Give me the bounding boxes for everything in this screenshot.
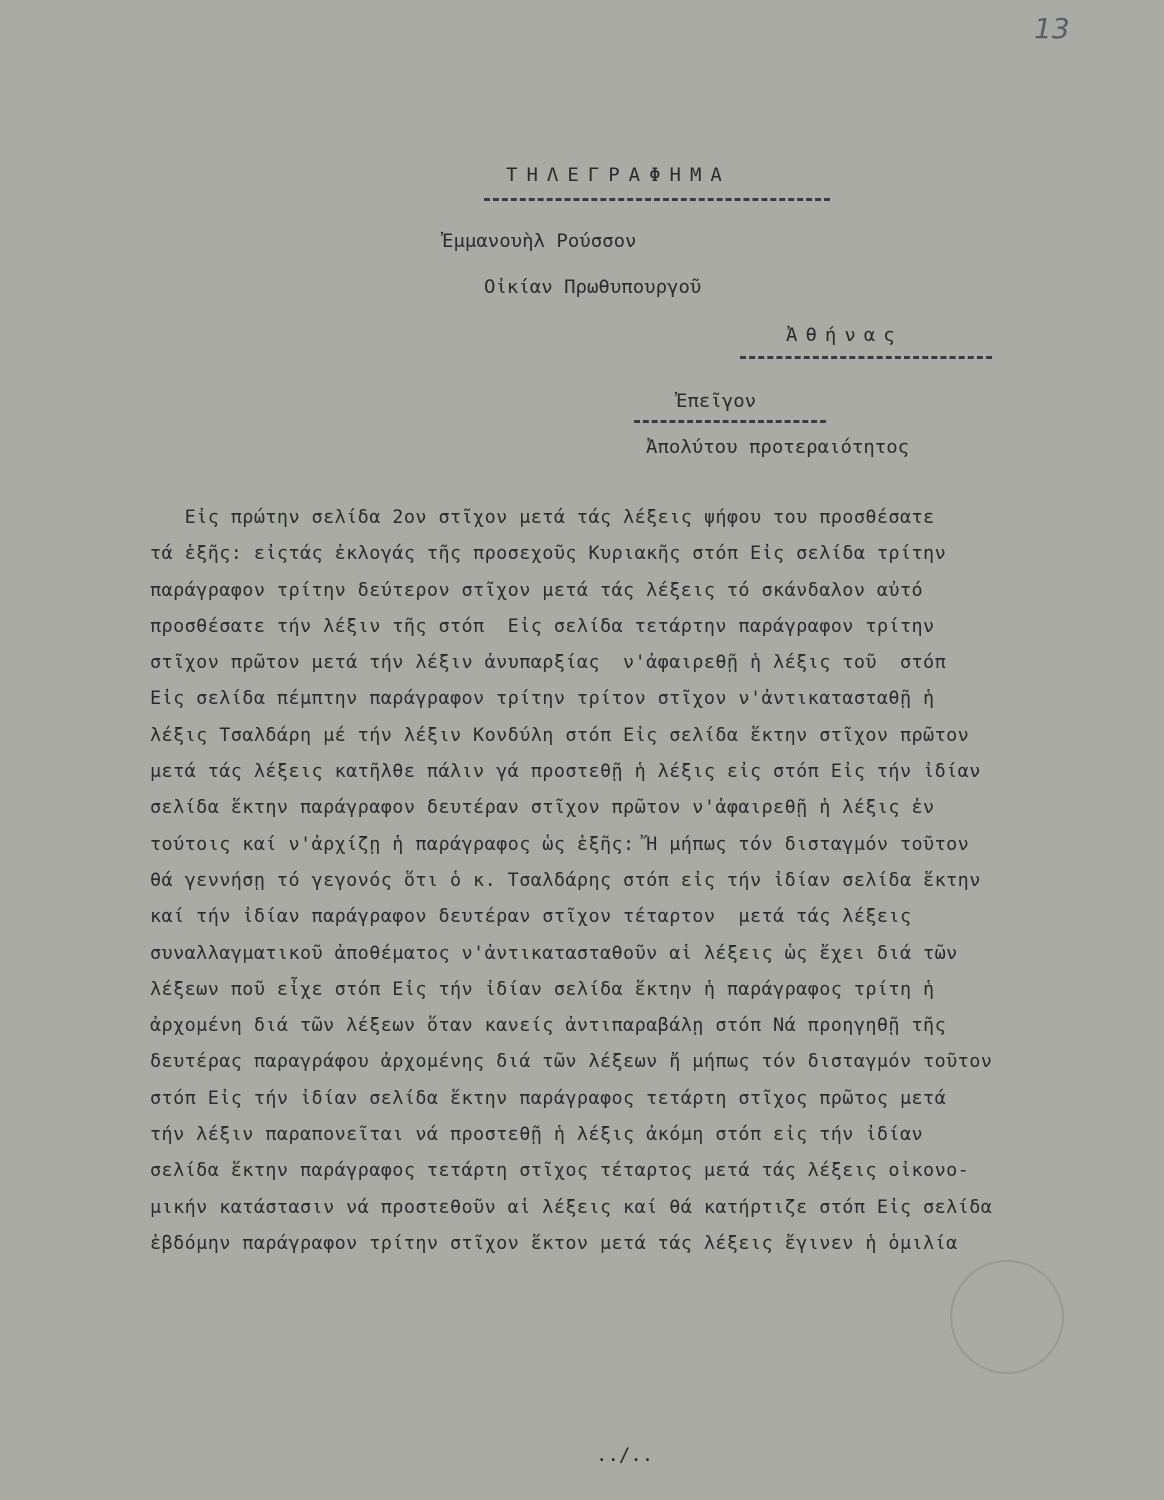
body-line: συναλλαγματικοῦ ἀποθέματος ν'ἀντικατασταθοῦν αἱ λέξεις ὡς ἔχει διά τῶν (150, 942, 958, 964)
urgent-underline (634, 420, 826, 423)
body-line: τά ἑξῆς: εἰςτάς ἐκλογάς τῆς προσεχοῦς Κυριακῆς στόπ Εἰς σελίδα τρίτην (150, 543, 947, 565)
body-line: στόπ Εἰς τήν ἰδίαν σελίδα ἕκτην παράγραφος τετάρτη στῖχος πρῶτος μετά (150, 1087, 947, 1109)
body-line: καί τήν ἰδίαν παράγραφον δευτέραν στῖχον τέταρτον μετά τάς λέξεις (150, 906, 912, 928)
body-line: παράγραφον τρίτην δεύτερον στῖχον μετά τάς λέξεις τό σκάνδαλον αὐτό (150, 579, 924, 601)
body-line: σελίδα ἕκτην παράγραφος τετάρτη στῖχος τέταρτος μετά τάς λέξεις οἰκονο- (150, 1160, 970, 1182)
body-line: ἀρχομένη διά τῶν λέξεων ὅταν κανείς ἀντιπαραβάλῃ στόπ Νά προηγηθῇ τῆς (150, 1015, 947, 1037)
title-underline (484, 198, 830, 201)
body-line: Εἰς σελίδα πέμπτην παράγραφον τρίτην τρίτον στῖχον ν'ἀντικατασταθῇ ἡ (150, 688, 935, 710)
body-line: προσθέσατε τήν λέξιν τῆς στόπ Εἰς σελίδα τετάρτην παράγραφον τρίτην (150, 615, 935, 637)
priority-label: Ἀπολύτου προτεραιότητος (646, 436, 910, 458)
archive-stamp (950, 1260, 1064, 1374)
recipient-address: Οἰκίαν Πρωθυπουργοῦ (484, 276, 702, 298)
body-line: λέξις Τσαλδάρη μέ τήν λέξιν Κονδύλη στόπ Εἰς σελίδα ἕκτην στῖχον πρῶτον (150, 724, 970, 746)
body-line: δευτέρας παραγράφου ἀρχομένης διά τῶν λέξεων ἤ μήπως τόν δισταγμόν τοῦτον (150, 1051, 993, 1073)
body-line: τούτοις καί ν'ἀρχίζῃ ἡ παράγραφος ὡς ἑξῆς: Ἤ μήπως τόν δισταγμόν τοῦτον (150, 833, 970, 855)
continuation-mark: ../.. (596, 1444, 654, 1466)
body-line: μικήν κατάστασιν νά προστεθοῦν αἱ λέξεις καί θά κατήρτιζε στόπ Εἰς σελίδα (150, 1196, 993, 1218)
body-line: στῖχον πρῶτον μετά τήν λέξιν ἀνυπαρξίας ν'ἀφαιρεθῇ ἡ λέξις τοῦ στόπ (150, 652, 947, 674)
city-underline (740, 356, 992, 359)
telegram-title: ΤΗΛΕΓΡΑΦΗΜΑ (506, 164, 731, 186)
body-line: λέξεων ποῦ εἶχε στόπ Εἰς τήν ἰδίαν σελίδα ἕκτην ἡ παράγραφος τρίτη ἡ (150, 978, 935, 1000)
body-line: τήν λέξιν παραπονεῖται νά προστεθῇ ἡ λέξις ἀκόμη στόπ εἰς τήν ἰδίαν (150, 1124, 924, 1146)
telegram-body (150, 500, 1110, 1262)
body-line: σελίδα ἕκτην παράγραφον δευτέραν στῖχον πρῶτον ν'ἀφαιρεθῇ ἡ λέξις ἐν (150, 797, 935, 819)
body-line: θά γεννήσῃ τό γεγονός ὅτι ὁ κ. Τσαλδάρης στόπ εἰς τήν ἰδίαν σελίδα ἕκτην (150, 869, 981, 891)
urgent-label: Ἐπεῖγον (676, 390, 757, 412)
body-line: μετά τάς λέξεις κατῆλθε πάλιν γά προστεθῇ ἡ λέξις εἰς στόπ Εἰς τήν ἰδίαν (150, 761, 981, 783)
recipient-name: Ἐμμανουὴλ Ρούσσον (442, 230, 637, 252)
body-line: ἑβδόμην παράγραφον τρίτην στῖχον ἕκτον μετά τάς λέξεις ἔγινεν ἡ ὁμιλία (150, 1232, 958, 1254)
recipient-city: Ἀθήνας (786, 324, 903, 346)
page-number: 13 (1034, 12, 1070, 45)
body-line: Εἰς πρώτην σελίδα 2ον στῖχον μετά τάς λέξεις ψήφου του προσθέσατε (150, 507, 935, 528)
